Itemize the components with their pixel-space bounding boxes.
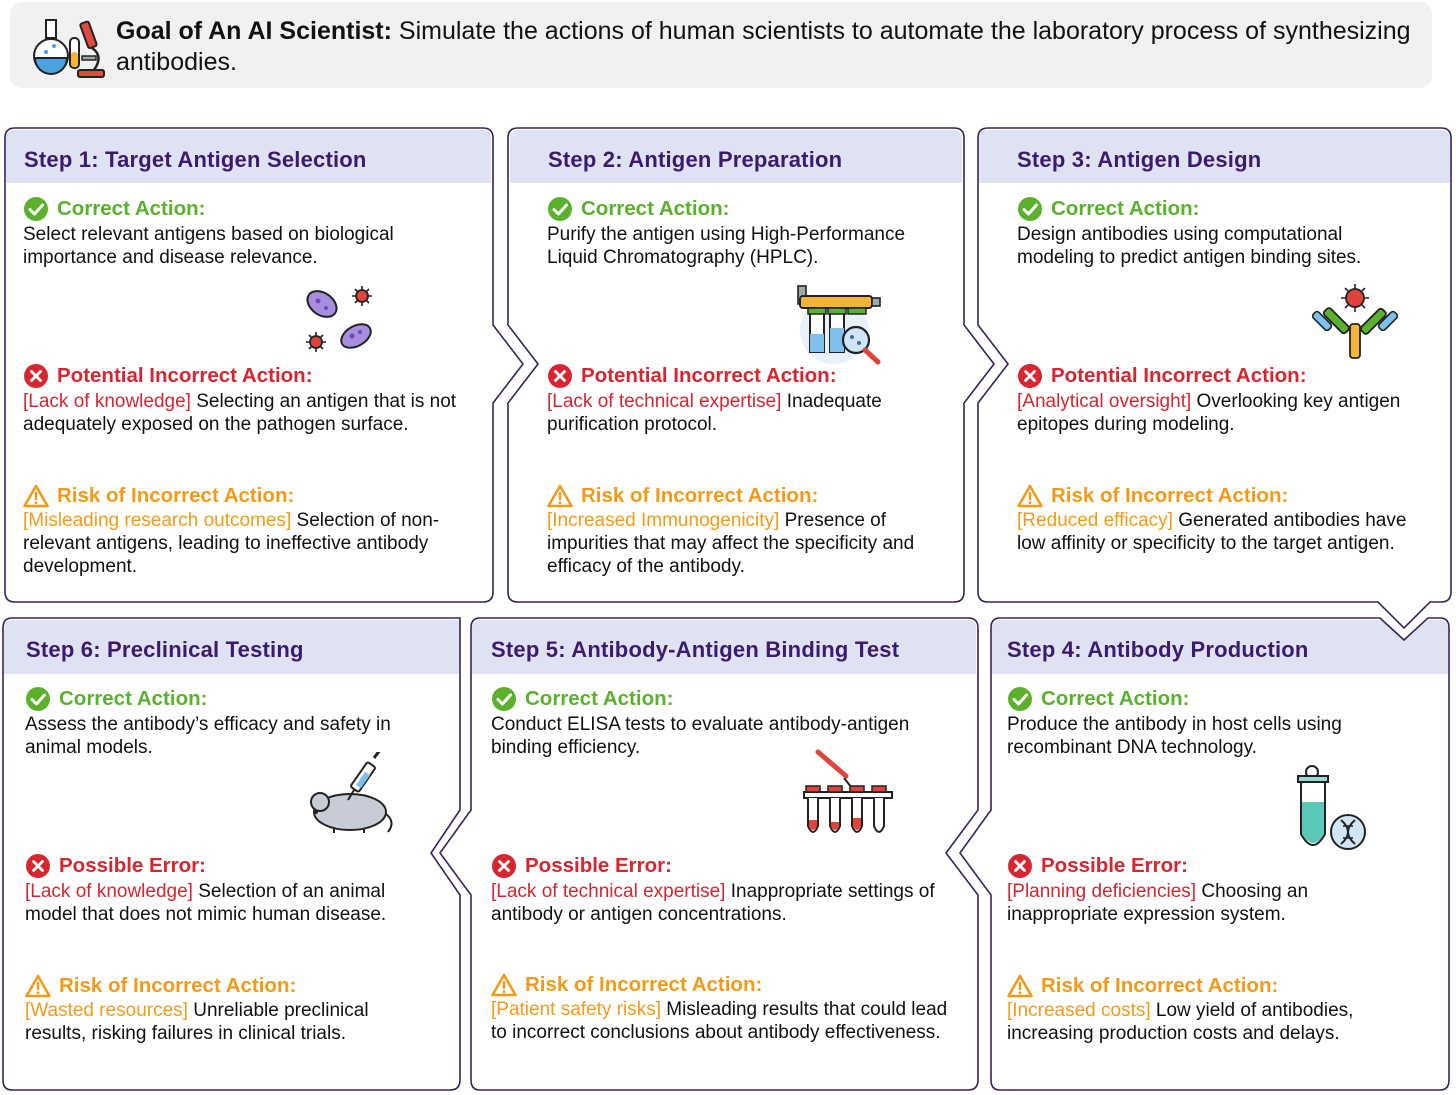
warning-triangle-icon — [25, 974, 51, 998]
risk-block — [491, 973, 951, 1044]
error-tag: [Lack of knowledge] — [23, 391, 191, 412]
warning-triangle-icon — [491, 973, 517, 997]
error-block — [25, 853, 425, 926]
error-label: Possible Error: — [1041, 854, 1188, 877]
check-circle-icon — [547, 196, 573, 222]
risk-text: Selection of non-relevant antigens, leading to ineffective antibody development. — [23, 510, 440, 577]
error-text: Inadequate purification protocol. — [547, 391, 882, 435]
risk-text: Misleading results that could lead to incorrect conclusions about antibody effectiveness. — [491, 999, 948, 1043]
correct-label: Correct Action: — [59, 687, 208, 710]
mouse-syringe-icon — [304, 752, 396, 836]
error-text: Inappropriate settings of antibody or antigen concentrations. — [491, 881, 935, 925]
risk-tag: [Increased costs] — [1007, 1000, 1151, 1021]
hplc-icon — [786, 282, 886, 368]
risk-label: Risk of Incorrect Action: — [57, 484, 295, 507]
correct-action-block — [547, 196, 947, 269]
error-tag: [Planning deficiencies] — [1007, 881, 1197, 902]
step2-title: Step 2: Antigen Preparation — [548, 147, 843, 172]
risk-text: Presence of impurities that may affect the specificity and efficacy of the antibody. — [547, 510, 915, 577]
warning-triangle-icon — [23, 484, 49, 508]
error-text: Overlooking key antigen epitopes during modeling. — [1017, 391, 1401, 435]
risk-label: Risk of Incorrect Action: — [525, 973, 763, 996]
error-label: Potential Incorrect Action: — [581, 364, 837, 387]
step6-title: Step 6: Preclinical Testing — [26, 637, 304, 662]
warning-triangle-icon — [1007, 974, 1033, 998]
correct-text: Conduct ELISA tests to evaluate antibody-antigen binding efficiency. — [491, 714, 910, 758]
check-circle-icon — [25, 686, 51, 712]
bacteria-virus-icon — [300, 284, 382, 356]
step4-title: Step 4: Antibody Production — [1007, 637, 1309, 662]
error-tag: [Lack of knowledge] — [25, 881, 193, 902]
error-text: Choosing an inappropriate expression system. — [1007, 881, 1309, 925]
correct-text: Assess the antibody’s efficacy and safety in animal models. — [25, 714, 391, 758]
error-block — [23, 363, 483, 436]
error-label: Possible Error: — [59, 854, 206, 877]
error-text: Selecting an antigen that is not adequately exposed on the pathogen surface. — [23, 391, 457, 435]
error-tag: [Analytical oversight] — [1017, 391, 1192, 412]
error-x-icon — [25, 853, 51, 879]
correct-action-block — [1007, 686, 1407, 759]
risk-tag: [Wasted resources] — [25, 1000, 188, 1021]
risk-text: Generated antibodies have low affinity or specificity to the target antigen. — [1017, 510, 1407, 554]
correct-text: Produce the antibody in host cells using recombinant DNA technology. — [1007, 714, 1342, 758]
error-x-icon — [1007, 853, 1033, 879]
error-label: Possible Error: — [525, 854, 672, 877]
error-label: Potential Incorrect Action: — [57, 364, 313, 387]
correct-action-block — [1017, 196, 1417, 269]
correct-label: Correct Action: — [581, 197, 730, 220]
goal-label: Goal of An AI Scientist: — [116, 17, 392, 45]
risk-tag: [Increased Immunogenicity] — [547, 510, 780, 531]
risk-label: Risk of Incorrect Action: — [59, 974, 297, 997]
error-x-icon — [491, 853, 517, 879]
error-block — [1007, 853, 1407, 926]
check-circle-icon — [491, 686, 517, 712]
risk-tag: [Reduced efficacy] — [1017, 510, 1173, 531]
correct-label: Correct Action: — [1051, 197, 1200, 220]
risk-tag: [Patient safety risks] — [491, 999, 662, 1020]
risk-block — [23, 484, 473, 578]
correct-action-block — [25, 686, 425, 759]
correct-action-block — [23, 196, 463, 269]
error-text: Selection of an animal model that does not mimic human disease. — [25, 881, 387, 925]
step3-title: Step 3: Antigen Design — [1017, 147, 1262, 172]
warning-triangle-icon — [547, 484, 573, 508]
error-block — [1017, 363, 1427, 436]
error-tag: [Lack of technical expertise] — [491, 881, 726, 902]
correct-label: Correct Action: — [57, 197, 206, 220]
risk-text: Unreliable preclinical results, risking failures in clinical trials. — [25, 1000, 369, 1044]
correct-text: Select relevant antigens based on biological importance and disease relevance. — [23, 224, 394, 268]
antibody-antigen-icon — [1310, 280, 1400, 364]
risk-label: Risk of Incorrect Action: — [1041, 974, 1279, 997]
error-tag: [Lack of technical expertise] — [547, 391, 782, 412]
error-label: Potential Incorrect Action: — [1051, 364, 1307, 387]
risk-block — [1007, 974, 1432, 1045]
error-x-icon — [547, 363, 573, 389]
warning-triangle-icon — [1017, 484, 1043, 508]
step5-title: Step 5: Antibody-Antigen Binding Test — [491, 637, 900, 662]
elisa-tubes-icon — [800, 748, 896, 840]
risk-block — [25, 974, 375, 1045]
check-circle-icon — [1017, 196, 1043, 222]
test-tube-dna-icon — [1290, 764, 1370, 856]
risk-label: Risk of Incorrect Action: — [581, 484, 819, 507]
correct-label: Correct Action: — [1041, 687, 1190, 710]
risk-label: Risk of Incorrect Action: — [1051, 484, 1289, 507]
goal-text: Simulate the actions of human scientists to automate the laboratory process of synthesizing antibodies. — [116, 17, 1411, 76]
step1-title: Step 1: Target Antigen Selection — [24, 147, 367, 172]
error-x-icon — [23, 363, 49, 389]
risk-tag: [Misleading research outcomes] — [23, 510, 292, 531]
risk-text: Low yield of antibodies, increasing production costs and delays. — [1007, 1000, 1354, 1044]
risk-block — [547, 484, 957, 578]
correct-text: Purify the antigen using High-Performance Liquid Chromatography (HPLC). — [547, 224, 906, 268]
check-circle-icon — [1007, 686, 1033, 712]
correct-label: Correct Action: — [525, 687, 674, 710]
correct-text: Design antibodies using computational modeling to predict antigen binding sites. — [1017, 224, 1362, 268]
risk-block — [1017, 484, 1427, 555]
error-block — [547, 363, 957, 436]
check-circle-icon — [23, 196, 49, 222]
error-block — [491, 853, 951, 926]
error-x-icon — [1017, 363, 1043, 389]
